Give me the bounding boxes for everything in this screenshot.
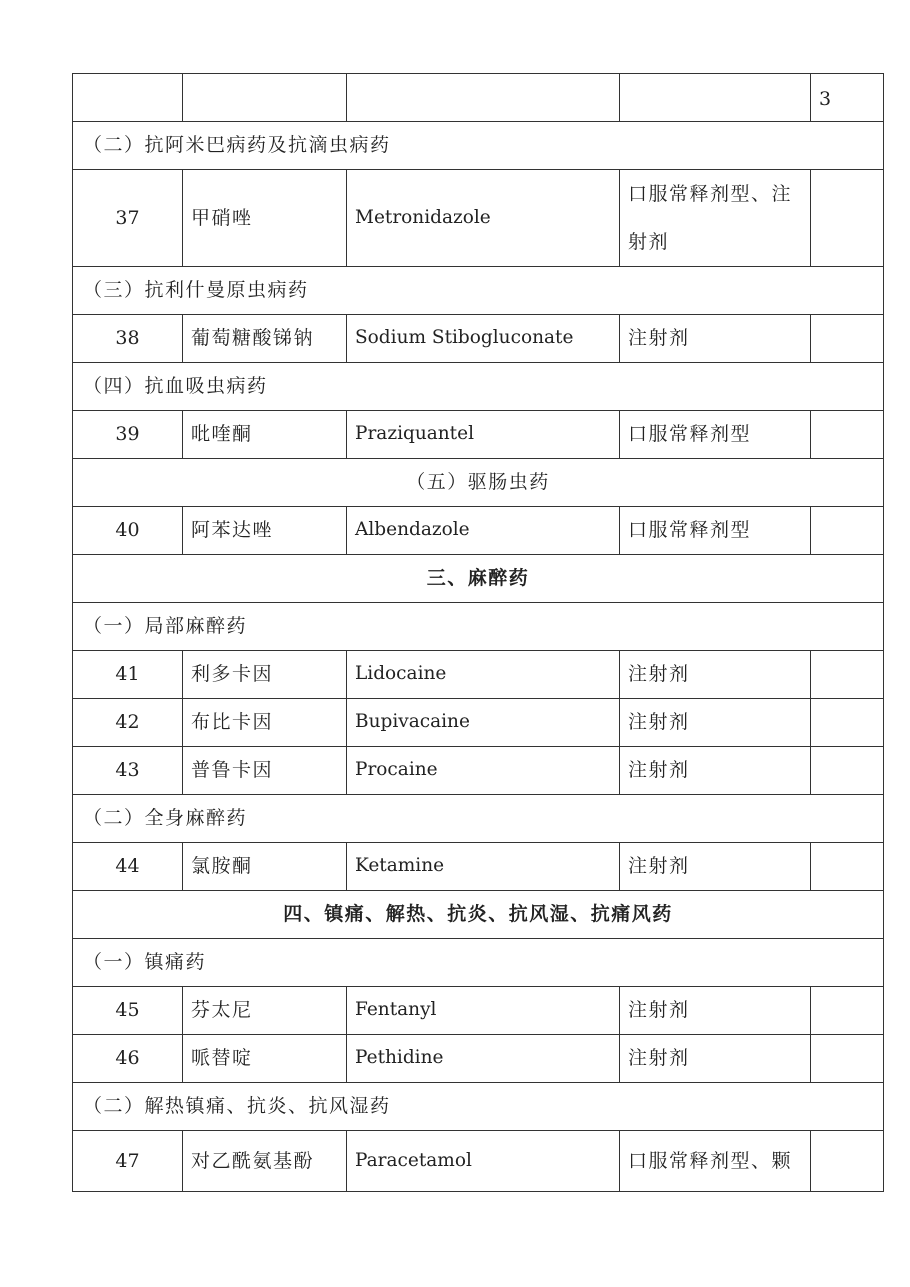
drug-cn-name: 对乙酰氨基酚 — [183, 1131, 347, 1192]
drug-number: 46 — [73, 1035, 183, 1083]
subheading-row — [73, 939, 884, 987]
drug-row — [73, 170, 884, 267]
subheading-text: （一）镇痛药 — [73, 939, 884, 987]
drug-row — [73, 699, 884, 747]
drug-number: 42 — [73, 699, 183, 747]
remark-cell — [811, 987, 884, 1035]
remark-cell — [811, 651, 884, 699]
drug-row — [73, 1131, 884, 1192]
drug-cn-name: 芬太尼 — [183, 987, 347, 1035]
subheading-row — [73, 122, 884, 170]
drug-number: 45 — [73, 987, 183, 1035]
drug-form: 注射剂 — [620, 843, 811, 891]
drug-cn-name: 阿苯达唑 — [183, 507, 347, 555]
drug-cn-name: 吡喹酮 — [183, 411, 347, 459]
drug-form: 注射剂 — [620, 1035, 811, 1083]
drug-form: 注射剂 — [620, 987, 811, 1035]
drug-row — [73, 651, 884, 699]
drug-cn-name: 布比卡因 — [183, 699, 347, 747]
remark-cell — [811, 315, 884, 363]
drug-cn-name: 甲硝唑 — [183, 170, 347, 267]
drug-en-name: Metronidazole — [347, 170, 620, 267]
drug-number: 38 — [73, 315, 183, 363]
drug-en-name: Albendazole — [347, 507, 620, 555]
subheading-row — [73, 1083, 884, 1131]
drug-cn-name: 普鲁卡因 — [183, 747, 347, 795]
drug-row — [73, 411, 884, 459]
subheading-row — [73, 603, 884, 651]
drug-form: 口服常释剂型、注射剂 — [620, 170, 811, 267]
drug-en-name: Sodium Stibogluconate — [347, 315, 620, 363]
remark-cell — [811, 170, 884, 267]
remark-cell — [811, 1131, 884, 1192]
subheading-text: （二）解热镇痛、抗炎、抗风湿药 — [73, 1083, 884, 1131]
subheading-row — [73, 267, 884, 315]
remark-cell — [811, 507, 884, 555]
drug-number: 47 — [73, 1131, 183, 1192]
subheading-row — [73, 459, 884, 507]
drug-en-name: Fentanyl — [347, 987, 620, 1035]
subheading-text: （二）抗阿米巴病药及抗滴虫病药 — [73, 122, 884, 170]
drug-number: 41 — [73, 651, 183, 699]
drug-row — [73, 1035, 884, 1083]
drug-row — [73, 843, 884, 891]
subheading-text: （五）驱肠虫药 — [73, 459, 884, 507]
drug-number: 37 — [73, 170, 183, 267]
remark-cell — [811, 699, 884, 747]
remark-cell — [811, 747, 884, 795]
subheading-text: （四）抗血吸虫病药 — [73, 363, 884, 411]
drug-en-name: Bupivacaine — [347, 699, 620, 747]
cell-empty — [183, 74, 347, 122]
drug-row — [73, 987, 884, 1035]
drug-form: 口服常释剂型、颗 — [620, 1131, 811, 1192]
drug-en-name: Pethidine — [347, 1035, 620, 1083]
drug-en-name: Praziquantel — [347, 411, 620, 459]
drug-row — [73, 747, 884, 795]
drug-cn-name: 哌替啶 — [183, 1035, 347, 1083]
drug-form: 注射剂 — [620, 747, 811, 795]
drug-number: 43 — [73, 747, 183, 795]
remark-cell — [811, 1035, 884, 1083]
subheading-row — [73, 363, 884, 411]
major-heading-row — [73, 891, 884, 939]
major-heading-text: 四、镇痛、解热、抗炎、抗风湿、抗痛风药 — [73, 891, 884, 939]
remark-cell — [811, 843, 884, 891]
drug-list-table — [72, 73, 884, 1192]
drug-form: 口服常释剂型 — [620, 507, 811, 555]
major-heading-text: 三、麻醉药 — [73, 555, 884, 603]
cell-empty — [620, 74, 811, 122]
cell-empty — [73, 74, 183, 122]
drug-en-name: Paracetamol — [347, 1131, 620, 1192]
drug-number: 40 — [73, 507, 183, 555]
remark-cell — [811, 411, 884, 459]
drug-en-name: Procaine — [347, 747, 620, 795]
drug-cn-name: 利多卡因 — [183, 651, 347, 699]
drug-form: 注射剂 — [620, 315, 811, 363]
subheading-text: （三）抗利什曼原虫病药 — [73, 267, 884, 315]
drug-number: 39 — [73, 411, 183, 459]
drug-form: 注射剂 — [620, 651, 811, 699]
table-row-continued — [73, 74, 884, 122]
drug-number: 44 — [73, 843, 183, 891]
subheading-text: （二）全身麻醉药 — [73, 795, 884, 843]
drug-cn-name: 氯胺酮 — [183, 843, 347, 891]
subheading-row — [73, 795, 884, 843]
drug-cn-name: 葡萄糖酸锑钠 — [183, 315, 347, 363]
cell-empty — [347, 74, 620, 122]
major-heading-row — [73, 555, 884, 603]
drug-en-name: Lidocaine — [347, 651, 620, 699]
drug-row — [73, 315, 884, 363]
subheading-text: （一）局部麻醉药 — [73, 603, 884, 651]
drug-form: 口服常释剂型 — [620, 411, 811, 459]
drug-form: 注射剂 — [620, 699, 811, 747]
drug-en-name: Ketamine — [347, 843, 620, 891]
drug-row — [73, 507, 884, 555]
remark-cell: 3 — [811, 74, 884, 122]
